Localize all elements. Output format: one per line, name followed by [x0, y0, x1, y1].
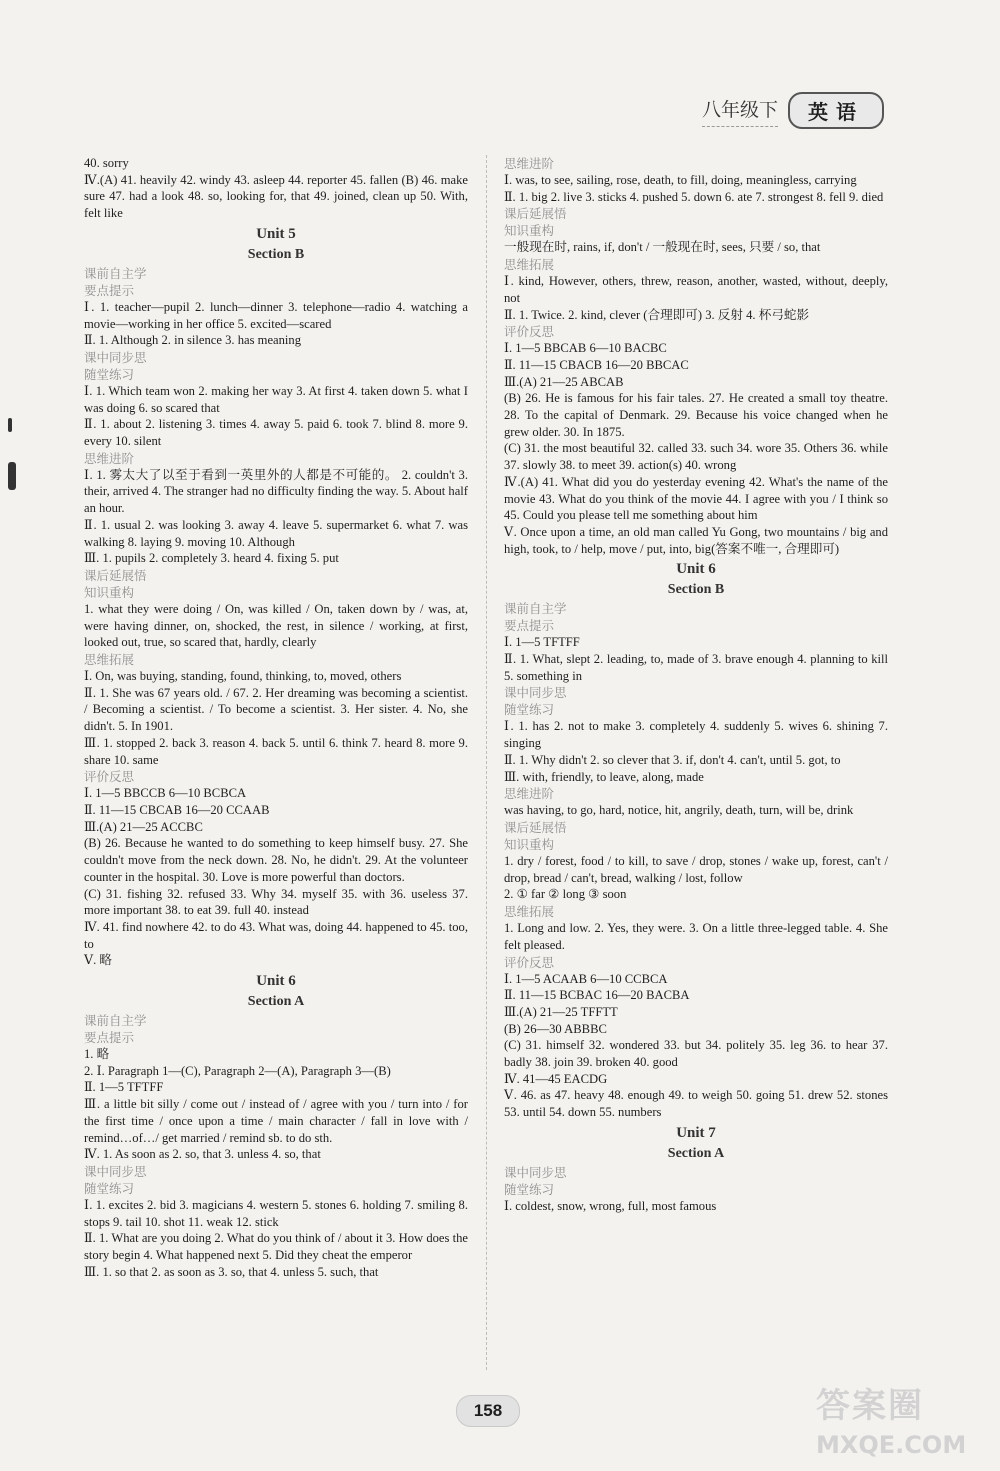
answer-line: Ⅱ. 1. usual 2. was looking 3. away 4. leave 5. supermarket 6. what 7. was walking 8. laying 9. moving 10. Although: [84, 517, 468, 549]
answer-line: 1. Long and low. 2. Yes, they were. 3. On a little three-legged table. 4. She felt pleased.: [504, 921, 888, 952]
answer-line: (B) 26—30 ABBBC: [504, 1021, 607, 1036]
section-heading: 课后延展悟: [504, 206, 567, 222]
answer-line: Ⅱ. 1. She was 67 years old. / 67. 2. Her dreaming was becoming a scientist. / Becoming a scientist. / To become a scientist. 3. Her sister. 4. No, she didn't. 5. In 1901.: [84, 685, 468, 734]
answer-line: was having, to go, hard, notice, hit, angrily, death, turn, will be, drink: [504, 803, 854, 818]
answer-line: Ⅰ. 1—5 BBCCB 6—10 BCBCA: [84, 786, 247, 801]
answer-line: Ⅴ. 46. as 47. heavy 48. enough 49. to weigh 50. going 51. drew 52. stones 53. until 54. down 55. numbers: [504, 1088, 888, 1120]
answer-line: Ⅱ. 1. What are you doing 2. What do you think of / about it 3. How does the story begin 4. What happened next 5. Did they cheat the emperor: [84, 1231, 468, 1263]
answer-line: 一般现在时, rains, if, don't / 一般现在时, sees, 只要 / so, that: [504, 240, 821, 255]
answer-line: Ⅰ. On, was buying, standing, found, thinking, to, moved, others: [84, 669, 402, 684]
section-heading: 评价反思: [504, 954, 555, 970]
section-heading: 要点提示: [504, 618, 555, 634]
column-divider: [486, 155, 488, 1370]
answer-line: Ⅱ. 1—5 TFTFF: [84, 1080, 164, 1095]
section-heading: 知识重构: [84, 584, 135, 600]
watermark-text: 答案圈: [816, 1386, 924, 1426]
answer-line: 1. dry / forest, food / to kill, to save / drop, stones / wake up, forest, can't / drop, bread / can't, bread, walking / lost, follow: [504, 853, 888, 885]
answer-line: Ⅰ. 1. excites 2. bid 3. magicians 4. western 5. stones 6. holding 7. smiling 8. stops 9. tail 10. shot 11. weak 12. stick: [84, 1197, 468, 1229]
answer-line: Ⅰ. 1. Which team won 2. making her way 3. At first 4. taken down 5. what I was doing 6. so scared that: [84, 383, 468, 415]
answer-line: 1. 略: [84, 1047, 110, 1062]
answer-line: Ⅱ. 11—15 CBCAB 16—20 CCAAB: [84, 802, 270, 817]
answer-line: Ⅰ. coldest, snow, wrong, full, most famous: [504, 1198, 717, 1213]
answer-line: Ⅲ. 1. so that 2. as soon as 3. so, that 4. unless 5. such, that: [84, 1264, 379, 1279]
answer-line: Ⅲ.(A) 21—25 TFFTT: [504, 1004, 618, 1019]
section-heading: 课前自主学: [84, 1013, 147, 1029]
unit-title: Unit 7: [676, 1124, 716, 1141]
section-heading: 课后延展悟: [504, 819, 567, 835]
answer-line: Ⅴ. 略: [84, 953, 112, 968]
section-heading: 评价反思: [504, 324, 555, 340]
answer-line: Ⅲ. 1. stopped 2. back 3. reason 4. back 5. until 6. think 7. heard 8. more 9. share 10. same: [84, 735, 468, 767]
answer-line: (C) 31. the most beautiful 32. called 33. such 34. wore 35. Others 36. while 37. slowly 38. to meet 39. action(s) 40. wrong: [504, 441, 888, 473]
section-heading: 课中同步思: [84, 349, 147, 365]
answer-line: 40. sorry: [84, 156, 129, 170]
section-heading: 思维拓展: [84, 652, 135, 668]
answer-line: Ⅱ. 11—15 CBACB 16—20 BBCAC: [504, 357, 689, 372]
answer-line: Ⅲ. 1. pupils 2. completely 3. heard 4. fixing 5. put: [84, 551, 339, 566]
section-title: Section B: [667, 582, 725, 598]
page-header: [702, 92, 884, 129]
section-heading: 课后延展悟: [84, 567, 147, 583]
answer-line: Ⅱ. 11—15 BCBAC 16—20 BACBA: [504, 988, 690, 1003]
unit-title: Unit 5: [256, 225, 296, 242]
answer-line: 2. Ⅰ. Paragraph 1—(C), Paragraph 2—(A), Paragraph 3—(B): [84, 1063, 391, 1078]
answer-line: Ⅳ. 41. find nowhere 42. to do 43. What was, doing 44. happened to 45. too, to: [84, 919, 468, 951]
answer-line: Ⅲ.(A) 21—25 ACCBC: [84, 819, 203, 834]
answer-line: Ⅳ. 1. As soon as 2. so, that 3. unless 4. so, that: [84, 1147, 321, 1162]
answer-line: Ⅲ.(A) 21—25 ABCAB: [504, 374, 624, 389]
answer-line: Ⅰ. 1. teacher—pupil 2. lunch—dinner 3. telephone—radio 4. watching a movie—working in her office 5. excited—scared: [84, 299, 468, 331]
section-heading: 思维进阶: [504, 786, 555, 802]
section-heading: 要点提示: [84, 282, 135, 298]
scan-mark: [8, 462, 16, 490]
section-heading: 随堂练习: [84, 1180, 135, 1196]
answer-line: Ⅰ. 1. 雾太大了以至于看到一英里外的人都是不可能的。 2. couldn't 3. their, arrived 4. The stranger had no difficulty finding the way. 5. About half an hour.: [84, 467, 468, 516]
answer-line: 2. ① far ② long ③ soon: [504, 887, 627, 902]
answer-line: Ⅱ. 1. Twice. 2. kind, clever (合理即可) 3. 反射 4. 杯弓蛇影: [504, 307, 810, 322]
answer-line: Ⅱ. 1. Why didn't 2. so clever that 3. if, don't 4. can't, until 5. got, to: [504, 752, 841, 767]
answer-line: Ⅰ. kind, However, others, threw, reason, another, wasted, without, deeply, not: [504, 274, 888, 305]
answer-line: (C) 31. himself 32. wondered 33. but 34. politely 35. leg 36. to hear 37. badly 38. join 39. broken 40. good: [504, 1038, 888, 1070]
grade-label: 八年级下: [702, 95, 778, 127]
section-title: Section A: [667, 1145, 725, 1161]
answer-line: Ⅰ. was, to see, sailing, rose, death, to fill, doing, meaningless, carrying: [504, 173, 857, 187]
section-heading: 课前自主学: [504, 601, 567, 617]
section-title: Section A: [247, 994, 305, 1010]
section-heading: 随堂练习: [504, 1181, 555, 1197]
section-heading: 思维拓展: [504, 904, 555, 920]
answer-line: Ⅴ. Once upon a time, an old man called Yu Gong, two mountains / big and high, took, to / help, move / put, into, big(答案不唯一, 合理即可): [504, 524, 888, 556]
answer-line: (B) 26. He is famous for his fair tales. 27. He created a small toy theatre. 28. To the capital of Denmark. 29. Because his voice changed when he grew older. 30. In 1875.: [504, 391, 888, 439]
section-heading: 思维进阶: [504, 156, 555, 171]
answer-line: Ⅰ. 1. has 2. not to make 3. completely 4. suddenly 5. wives 6. shining 7. singing: [504, 719, 888, 751]
section-title: Section B: [247, 246, 305, 262]
answer-line: Ⅱ. 1. big 2. live 3. sticks 4. pushed 5. down 6. ate 7. strongest 8. fell 9. died: [504, 189, 884, 204]
section-heading: 知识重构: [504, 836, 555, 852]
answer-line: Ⅰ. 1—5 TFTFF: [504, 635, 580, 650]
answer-line: Ⅲ. with, friendly, to leave, along, made: [504, 769, 704, 784]
section-heading: 随堂练习: [84, 366, 135, 382]
answer-line: Ⅱ. 1. What, slept 2. leading, to, made of 3. brave enough 4. planning to kill 5. something in: [504, 652, 888, 683]
answer-line: Ⅳ. 41—45 EACDG: [504, 1071, 608, 1086]
section-heading: 评价反思: [84, 769, 135, 785]
answer-line: Ⅲ. a little bit silly / come out / instead of / agree with you / turn into / for the first time / once upon a time / main character / fall in love with / remind…of…/ get married / remind sb. to do sth.: [84, 1097, 468, 1145]
answer-line: Ⅰ. 1—5 BBCAB 6—10 BACBC: [504, 341, 667, 356]
section-heading: 思维拓展: [504, 257, 555, 273]
answer-line: Ⅱ. 1. about 2. listening 3. times 4. away 5. paid 6. took 7. blind 8. more 9. every 10. silent: [84, 417, 468, 449]
answer-line: (B) 26. Because he wanted to do something to keep himself busy. 27. She couldn't move from the neck down. 28. No, he didn't. 29. At the volunteer counter in the hospital. 30. Love is more powerful than doctors.: [84, 836, 468, 884]
section-heading: 随堂练习: [504, 702, 555, 718]
answer-column-right: [504, 155, 888, 1215]
answer-line: Ⅰ. 1—5 ACAAB 6—10 CCBCA: [504, 971, 668, 986]
watermark-url: MXQE.COM: [816, 1431, 967, 1459]
section-heading: 知识重构: [504, 223, 555, 239]
answer-line: (C) 31. fishing 32. refused 33. Why 34. myself 35. with 36. useless 37. more important 38. to eat 39. full 40. instead: [84, 886, 468, 918]
section-heading: 思维进阶: [84, 450, 135, 466]
unit-title: Unit 6: [256, 973, 296, 990]
answer-column-left: [84, 155, 468, 1280]
section-heading: 课前自主学: [84, 265, 147, 281]
answer-line: Ⅳ.(A) 41. What did you do yesterday evening 42. What's the name of the movie 43. What do you think of the movie 44. I agree with you / I think so 45. Could you please tell me something about him: [504, 474, 888, 523]
section-heading: 课中同步思: [504, 685, 567, 701]
page-number: 158: [456, 1395, 520, 1427]
scan-mark: [8, 418, 12, 432]
answer-line: Ⅱ. 1. Although 2. in silence 3. has meaning: [84, 333, 302, 348]
section-heading: 课中同步思: [504, 1164, 567, 1180]
watermark-logo: [816, 1378, 986, 1460]
answer-line: 1. what they were doing / On, was killed / On, taken down by / was, at, were having dinner, on, shocked, the rest, in silence / working, at first, looked out, true, so scared that, hardly, clearly: [84, 601, 468, 650]
unit-title: Unit 6: [676, 561, 716, 578]
answer-line: Ⅳ.(A) 41. heavily 42. windy 43. asleep 44. reporter 45. fallen (B) 46. make sure 47. had a look 48. so, looking for, that 49. joined, clean up 50. With, felt like: [84, 172, 468, 221]
section-heading: 课中同步思: [84, 1163, 147, 1179]
section-heading: 要点提示: [84, 1030, 135, 1046]
subject-badge: 英语: [788, 92, 884, 129]
